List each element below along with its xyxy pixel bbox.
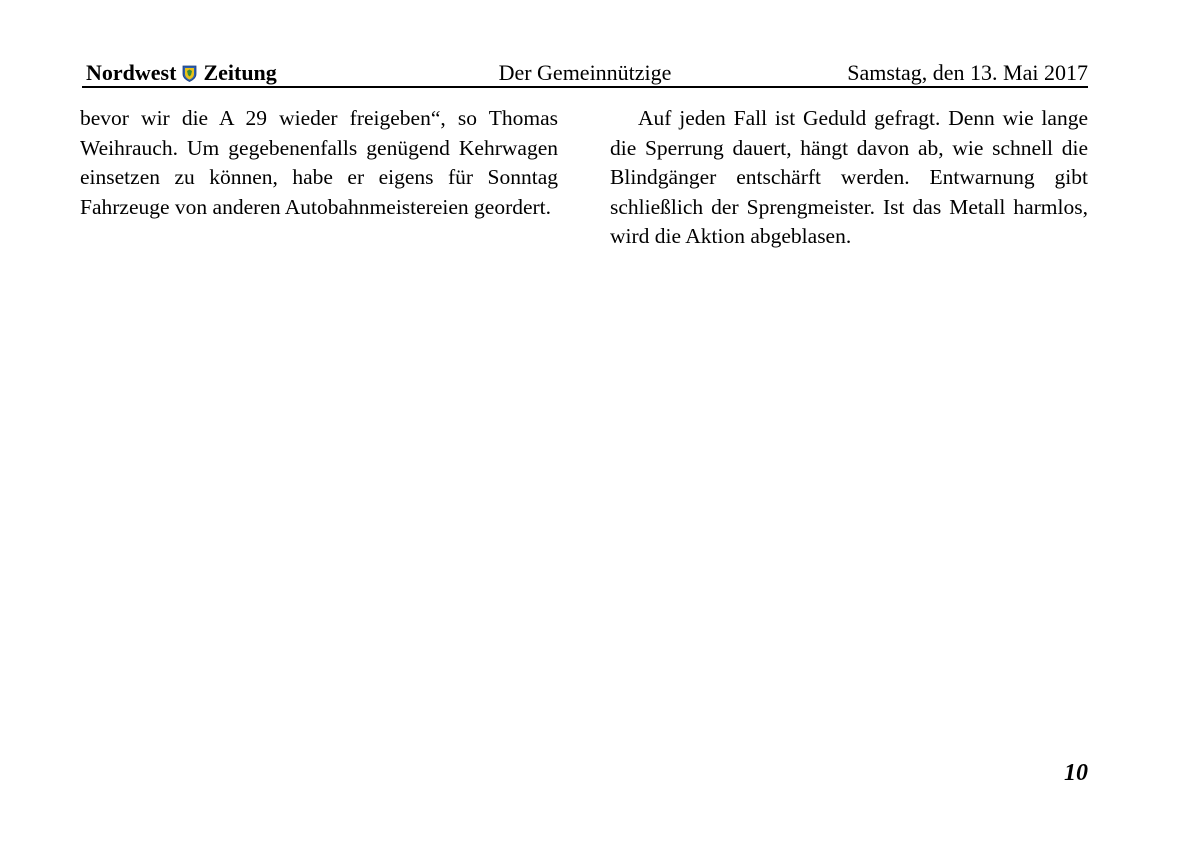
paragraph: bevor wir die A 29 wieder freigeben“, so Thomas Weihrauch. Um gegebenenfalls genügend Kehrwagen einsetzen zu können, habe er eigens für Sonntag Fahrzeuge von anderen Autobahnmeistereien geordert.: [80, 106, 558, 219]
masthead-left-word: Nordwest: [86, 60, 177, 85]
text-column-left: [80, 104, 558, 222]
publication-title: Der Gemeinnützige: [498, 60, 672, 85]
publication-date: Samstag, den 13. Mai 2017: [847, 60, 1088, 85]
masthead-right-word: Zeitung: [203, 60, 277, 85]
page-header: [82, 58, 1088, 88]
text-column-right: [610, 104, 1088, 252]
paragraph: Auf jeden Fall ist Geduld gefragt. Denn wie lange die Sperrung dauert, hängt davon ab, wie schnell die Blindgänger entschärft werden. Entwarnung gibt schließlich der Sprengmeister. Ist das Metall harmlos, wird die Aktion abgeblasen.: [610, 106, 1088, 249]
page-number: 10: [1064, 760, 1088, 786]
